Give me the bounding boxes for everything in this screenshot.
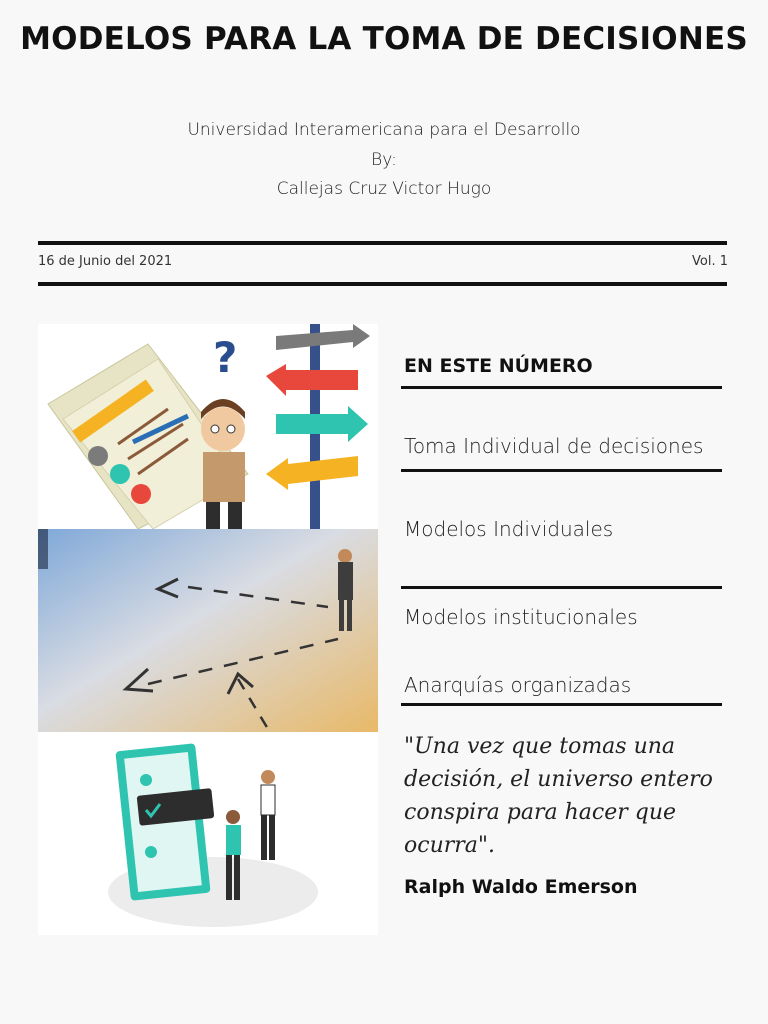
- university-name: Universidad Interamericana para el Desarrollo: [187, 120, 581, 140]
- toc-item-modelos-institucionales: Modelos institucionales: [404, 605, 638, 629]
- decision-illustration: [38, 324, 378, 529]
- question-mark-icon: ?: [213, 333, 238, 382]
- arrows-photo: [38, 529, 378, 732]
- top-rule: [38, 241, 727, 245]
- toc-item-modelos-individuales: Modelos Individuales: [404, 517, 614, 541]
- quote-text: "Una vez que tomas una decisión, el universo entero conspira para hacer que ocurra".: [404, 734, 713, 858]
- by-label: By:: [371, 150, 397, 170]
- toc-divider: [401, 469, 722, 472]
- toc-divider: [401, 386, 722, 389]
- author-name: Callejas Cruz Victor Hugo: [276, 179, 492, 199]
- quote-author: Ralph Waldo Emerson: [404, 876, 638, 898]
- bottom-rule: [38, 282, 727, 286]
- toc-heading: EN ESTE NÚMERO: [404, 355, 593, 377]
- toc-item-toma-individual: Toma Individual de decisiones: [404, 434, 704, 458]
- toc-divider: [401, 703, 722, 706]
- newsletter-title: MODELOS PARA LA TOMA DE DECISIONES: [20, 21, 748, 57]
- toc-divider: [401, 586, 722, 589]
- checklist-illustration: [38, 732, 378, 935]
- issue-volume: Vol. 1: [692, 254, 728, 269]
- issue-date: 16 de Junio del 2021: [38, 254, 173, 269]
- toc-item-anarquias: Anarquías organizadas: [404, 673, 632, 697]
